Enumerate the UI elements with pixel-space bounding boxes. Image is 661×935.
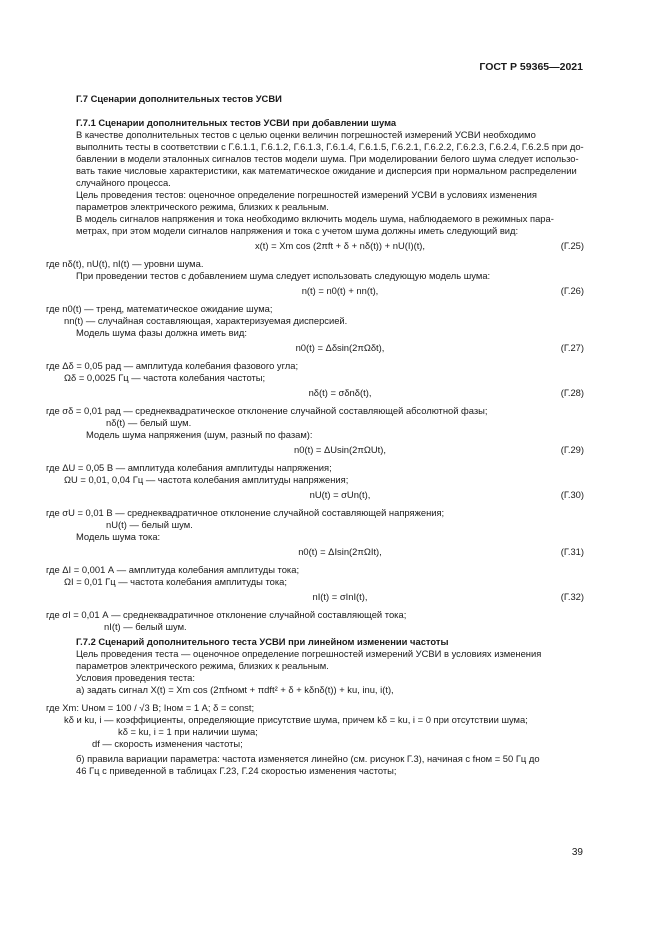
where-line: где σI = 0,01 А — среднеквадратичное отклонение случайной составляющей тока;: [46, 609, 407, 620]
where-line: где Δδ = 0,05 рад — амплитуда колебания фазового угла;: [46, 360, 299, 371]
subsection-title-7-1: Г.7.1 Сценарии дополнительных тестов УСВИ при добавлении шума: [76, 117, 397, 128]
where-line: где σδ = 0,01 рад — среднеквадратическое отклонение случайной составляющей абсолютной фазы;: [46, 405, 488, 416]
where-line: Ωδ = 0,0025 Гц — частота колебания частоты;: [64, 372, 266, 383]
text-line: Модель шума тока:: [76, 531, 161, 542]
subsection-title-7-2: Г.7.2 Сценарий дополнительного теста УСВИ при линейном изменении частоты: [76, 636, 449, 647]
text-line: При проведении тестов с добавлением шума следует использовать следующую модель шума:: [76, 270, 491, 281]
equation-formula: nI(t) = σInI(t),: [312, 591, 368, 602]
equation-number: (Г.25): [560, 240, 584, 251]
equation-number: (Г.26): [560, 285, 584, 296]
text-line: бавлении в модели эталонных сигналов тестов модели шума. При моделировании белого шума следует использо-: [76, 153, 579, 164]
where-line: df — скорость изменения частоты;: [92, 738, 243, 749]
where-line: где n0(t) — тренд, математическое ожидание шума;: [46, 303, 273, 314]
where-line: nδ(t) — белый шум.: [106, 417, 192, 428]
equation-number: (Г.27): [560, 342, 584, 353]
equation-formula: n0(t) = Δδsin(2πΩδt),: [295, 342, 385, 353]
text-line: выполнить тесты в соответствии с Г.6.1.1, Г.6.1.2, Г.6.1.3, Г.6.1.4, Г.6.1.5, Г.6.2.1, Г.6.2.2, Г.6.2.3, Г.6.2.4, Г.6.2.5 при до-: [76, 141, 584, 152]
equation-number: (Г.28): [560, 387, 584, 398]
equation-formula: n0(t) = ΔUsin(2πΩUt),: [294, 444, 386, 455]
document-body: [46, 93, 584, 777]
equation-32: [76, 591, 584, 603]
where-line: nn(t) — случайная составляющая, характеризуемая дисперсией.: [64, 315, 348, 326]
where-line: где ΔI = 0,001 А — амплитуда колебания амплитуды тока;: [46, 564, 300, 575]
equation-number: (Г.30): [560, 489, 584, 500]
text-line: Модель шума фазы должна иметь вид:: [76, 327, 247, 338]
section-title: Г.7 Сценарии дополнительных тестов УСВИ: [76, 93, 282, 104]
text-line: метрах, при этом модели сигналов напряжения и тока с учетом шума должны иметь следующий вид:: [76, 225, 519, 236]
where-line: ΩI = 0,01 Гц — частота колебания амплитуды тока;: [64, 576, 287, 587]
text-line: вать такие числовые характеристики, как математическое ожидание и дисперсия при нормальном распределении: [76, 165, 577, 176]
equation-number: (Г.29): [560, 444, 584, 455]
text-line: Цель проведения теста — оценочное определение погрешностей измерений УСВИ в условиях изменения: [76, 648, 542, 659]
text-line: Условия проведения теста:: [76, 672, 195, 683]
equation-formula: n0(t) = ΔIsin(2πΩIt),: [298, 546, 382, 557]
text-line: Модель шума напряжения (шум, разный по фазам):: [86, 429, 313, 440]
text-line: В модель сигналов напряжения и тока необходимо включить модель шума, наблюдаемого в режимных пара-: [76, 213, 554, 224]
where-line: kδ и ku, i — коэффициенты, определяющие присутствие шума, причем kδ = ku, i = 0 при отсутствии шума;: [64, 714, 528, 725]
where-line: где σU = 0,01 В — среднеквадратичное отклонение случайной составляющей напряжения;: [46, 507, 445, 518]
equation-number: (Г.32): [560, 591, 584, 602]
equation-formula: nU(t) = σUn(t),: [309, 489, 371, 500]
equation-26: [76, 285, 584, 297]
where-line: nU(t) — белый шум.: [106, 519, 193, 530]
page-number: 39: [571, 847, 583, 858]
equation-25: [76, 240, 584, 252]
document-header: ГОСТ Р 59365—2021: [479, 61, 583, 73]
where-line: где Xm: Uном = 100 / √3 В; Iном = 1 А; δ = const;: [46, 702, 255, 713]
equation-27: [76, 342, 584, 354]
text-line: параметров электрического режима, близких к реальным.: [76, 660, 329, 671]
equation-formula: n(t) = n0(t) + nn(t),: [301, 285, 379, 296]
equation-30: [76, 489, 584, 501]
equation-formula: x(t) = Xm cos (2πft + δ + nδ(t)) + nU(I)(t),: [254, 240, 426, 251]
text-line: параметров электрического режима, близких к реальным.: [76, 201, 329, 212]
equation-31: [76, 546, 584, 558]
where-line: где nδ(t), nU(t), nI(t) — уровни шума.: [46, 258, 204, 269]
text-line: б) правила вариации параметра: частота изменяется линейно (см. рисунок Г.3), начиная с fном = 50 Гц до: [76, 753, 540, 764]
equation-28: [76, 387, 584, 399]
text-line: а) задать сигнал X(t) = Xm cos (2πfномt + πdft² + δ + kδnδ(t)) + ku, inu, i(t),: [76, 684, 394, 695]
where-line: nI(t) — белый шум.: [104, 621, 187, 632]
where-line: ΩU = 0,01, 0,04 Гц — частота колебания амплитуды напряжения;: [64, 474, 349, 485]
where-line: kδ = ku, i = 1 при наличии шума;: [118, 726, 258, 737]
text-line: В качестве дополнительных тестов с целью оценки величин погрешностей измерений УСВИ необходимо: [76, 129, 536, 140]
equation-29: [76, 444, 584, 456]
text-line: случайного процесса.: [76, 177, 171, 188]
text-line: Цель проведения тестов: оценочное определение погрешностей измерений УСВИ в условиях изменения: [76, 189, 537, 200]
where-line: где ΔU = 0,05 В — амплитуда колебания амплитуды напряжения;: [46, 462, 332, 473]
text-line: 46 Гц с приведенной в таблицах Г.23, Г.24 скоростью изменения частоты;: [76, 765, 397, 776]
equation-number: (Г.31): [560, 546, 584, 557]
equation-formula: nδ(t) = σδnδ(t),: [308, 387, 372, 398]
